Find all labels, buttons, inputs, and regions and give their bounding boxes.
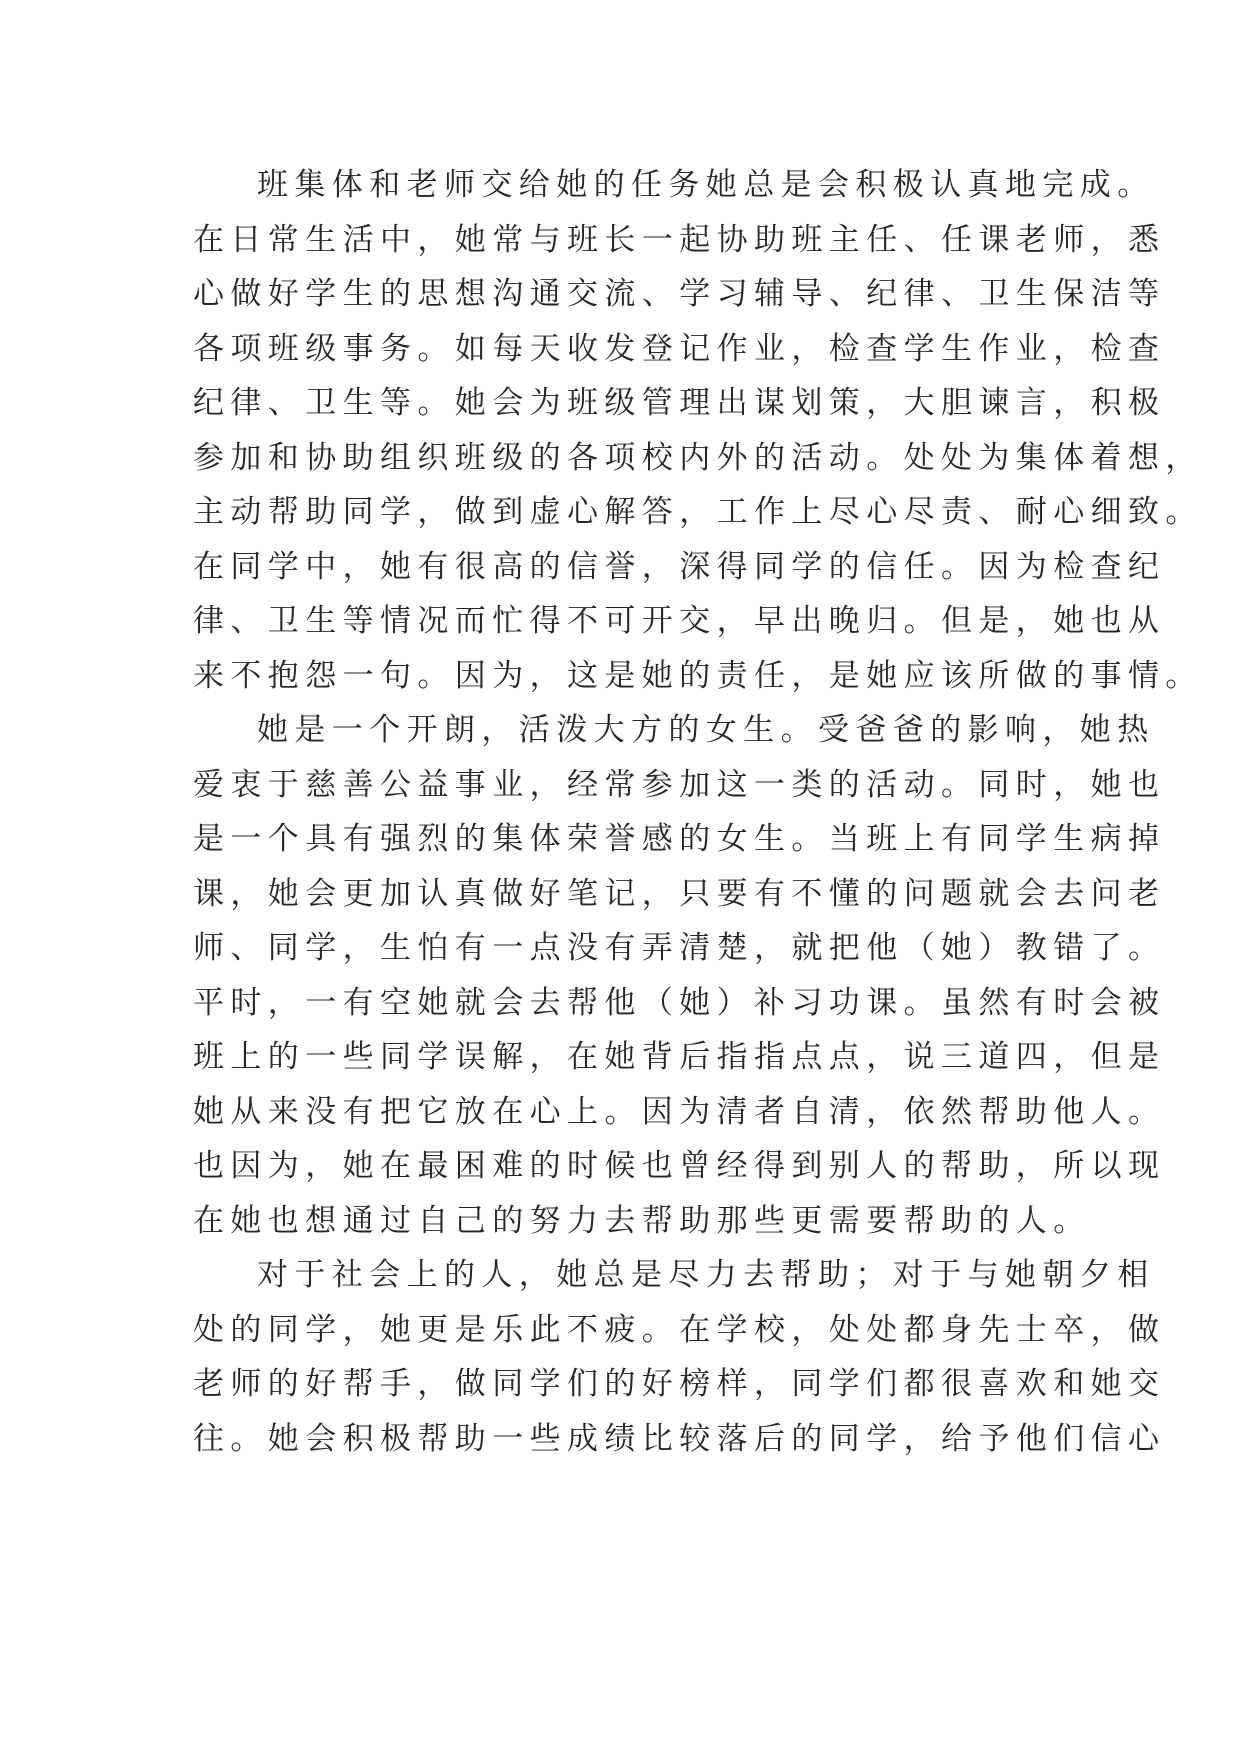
paragraph-1 xyxy=(193,158,1203,703)
text-line: 主动帮助同学，做到虚心解答，工作上尽心尽责、耐心细致。 xyxy=(193,494,1203,530)
text-line: 处的同学，她更是乐此不疲。在学校，处处都身先士卒，做 xyxy=(193,1311,1166,1348)
text-line: 各项班级事务。如每天收发登记作业，检查学生作业，检查 xyxy=(193,330,1166,367)
text-line: 也因为，她在最困难的时候也曾经得到别人的帮助，所以现 xyxy=(193,1148,1166,1184)
text-line: 她是一个开朗，活泼大方的女生。受爸爸的影响，她热 xyxy=(257,712,1155,748)
text-line: 她从来没有把它放在心上。因为清者自清，依然帮助他人。 xyxy=(193,1093,1166,1130)
text-line: 纪律、卫生等。她会为班级管理出谋划策，大胆谏言，积极 xyxy=(193,385,1166,421)
text-line: 在她也想通过自己的努力去帮助那些更需要帮助的人。 xyxy=(193,1202,1091,1239)
text-line: 心做好学生的思想沟通交流、学习辅导、纪律、卫生保洁等 xyxy=(193,276,1166,312)
text-line: 往。她会积极帮助一些成绩比较落后的同学，给予他们信心 xyxy=(193,1420,1166,1457)
paragraph-3 xyxy=(193,1248,1166,1466)
text-line: 平时，一有空她就会去帮他（她）补习功课。虽然有时会被 xyxy=(193,984,1166,1021)
text-line: 爱衷于慈善公益事业，经常参加这一类的活动。同时，她也 xyxy=(193,766,1166,803)
text-line: 在同学中，她有很高的信誉，深得同学的信任。因为检查纪 xyxy=(193,548,1166,585)
text-line: 律、卫生等情况而忙得不可开交，早出晚归。但是，她也从 xyxy=(193,603,1166,639)
paragraph-2 xyxy=(193,703,1166,1248)
text-line: 师、同学，生怕有一点没有弄清楚，就把他（她）教错了。 xyxy=(193,930,1166,966)
text-line: 班集体和老师交给她的任务她总是会积极认真地完成。 xyxy=(257,167,1155,203)
text-line: 参加和协助组织班级的各项校内外的活动。处处为集体着想， xyxy=(193,439,1203,476)
text-line: 在日常生活中，她常与班长一起协助班主任、任课老师，悉 xyxy=(193,221,1166,258)
text-line: 课，她会更加认真做好笔记，只要有不懂的问题就会去问老 xyxy=(193,875,1166,912)
text-line: 来不抱怨一句。因为，这是她的责任，是她应该所做的事情。 xyxy=(193,657,1203,694)
body-text xyxy=(193,158,1203,1466)
text-line: 是一个具有强烈的集体荣誉感的女生。当班上有同学生病掉 xyxy=(193,821,1166,857)
text-line: 对于社会上的人，她总是尽力去帮助；对于与她朝夕相 xyxy=(257,1257,1155,1293)
text-line: 老师的好帮手，做同学们的好榜样，同学们都很喜欢和她交 xyxy=(193,1366,1166,1402)
text-line: 班上的一些同学误解，在她背后指指点点，说三道四，但是 xyxy=(193,1039,1166,1075)
